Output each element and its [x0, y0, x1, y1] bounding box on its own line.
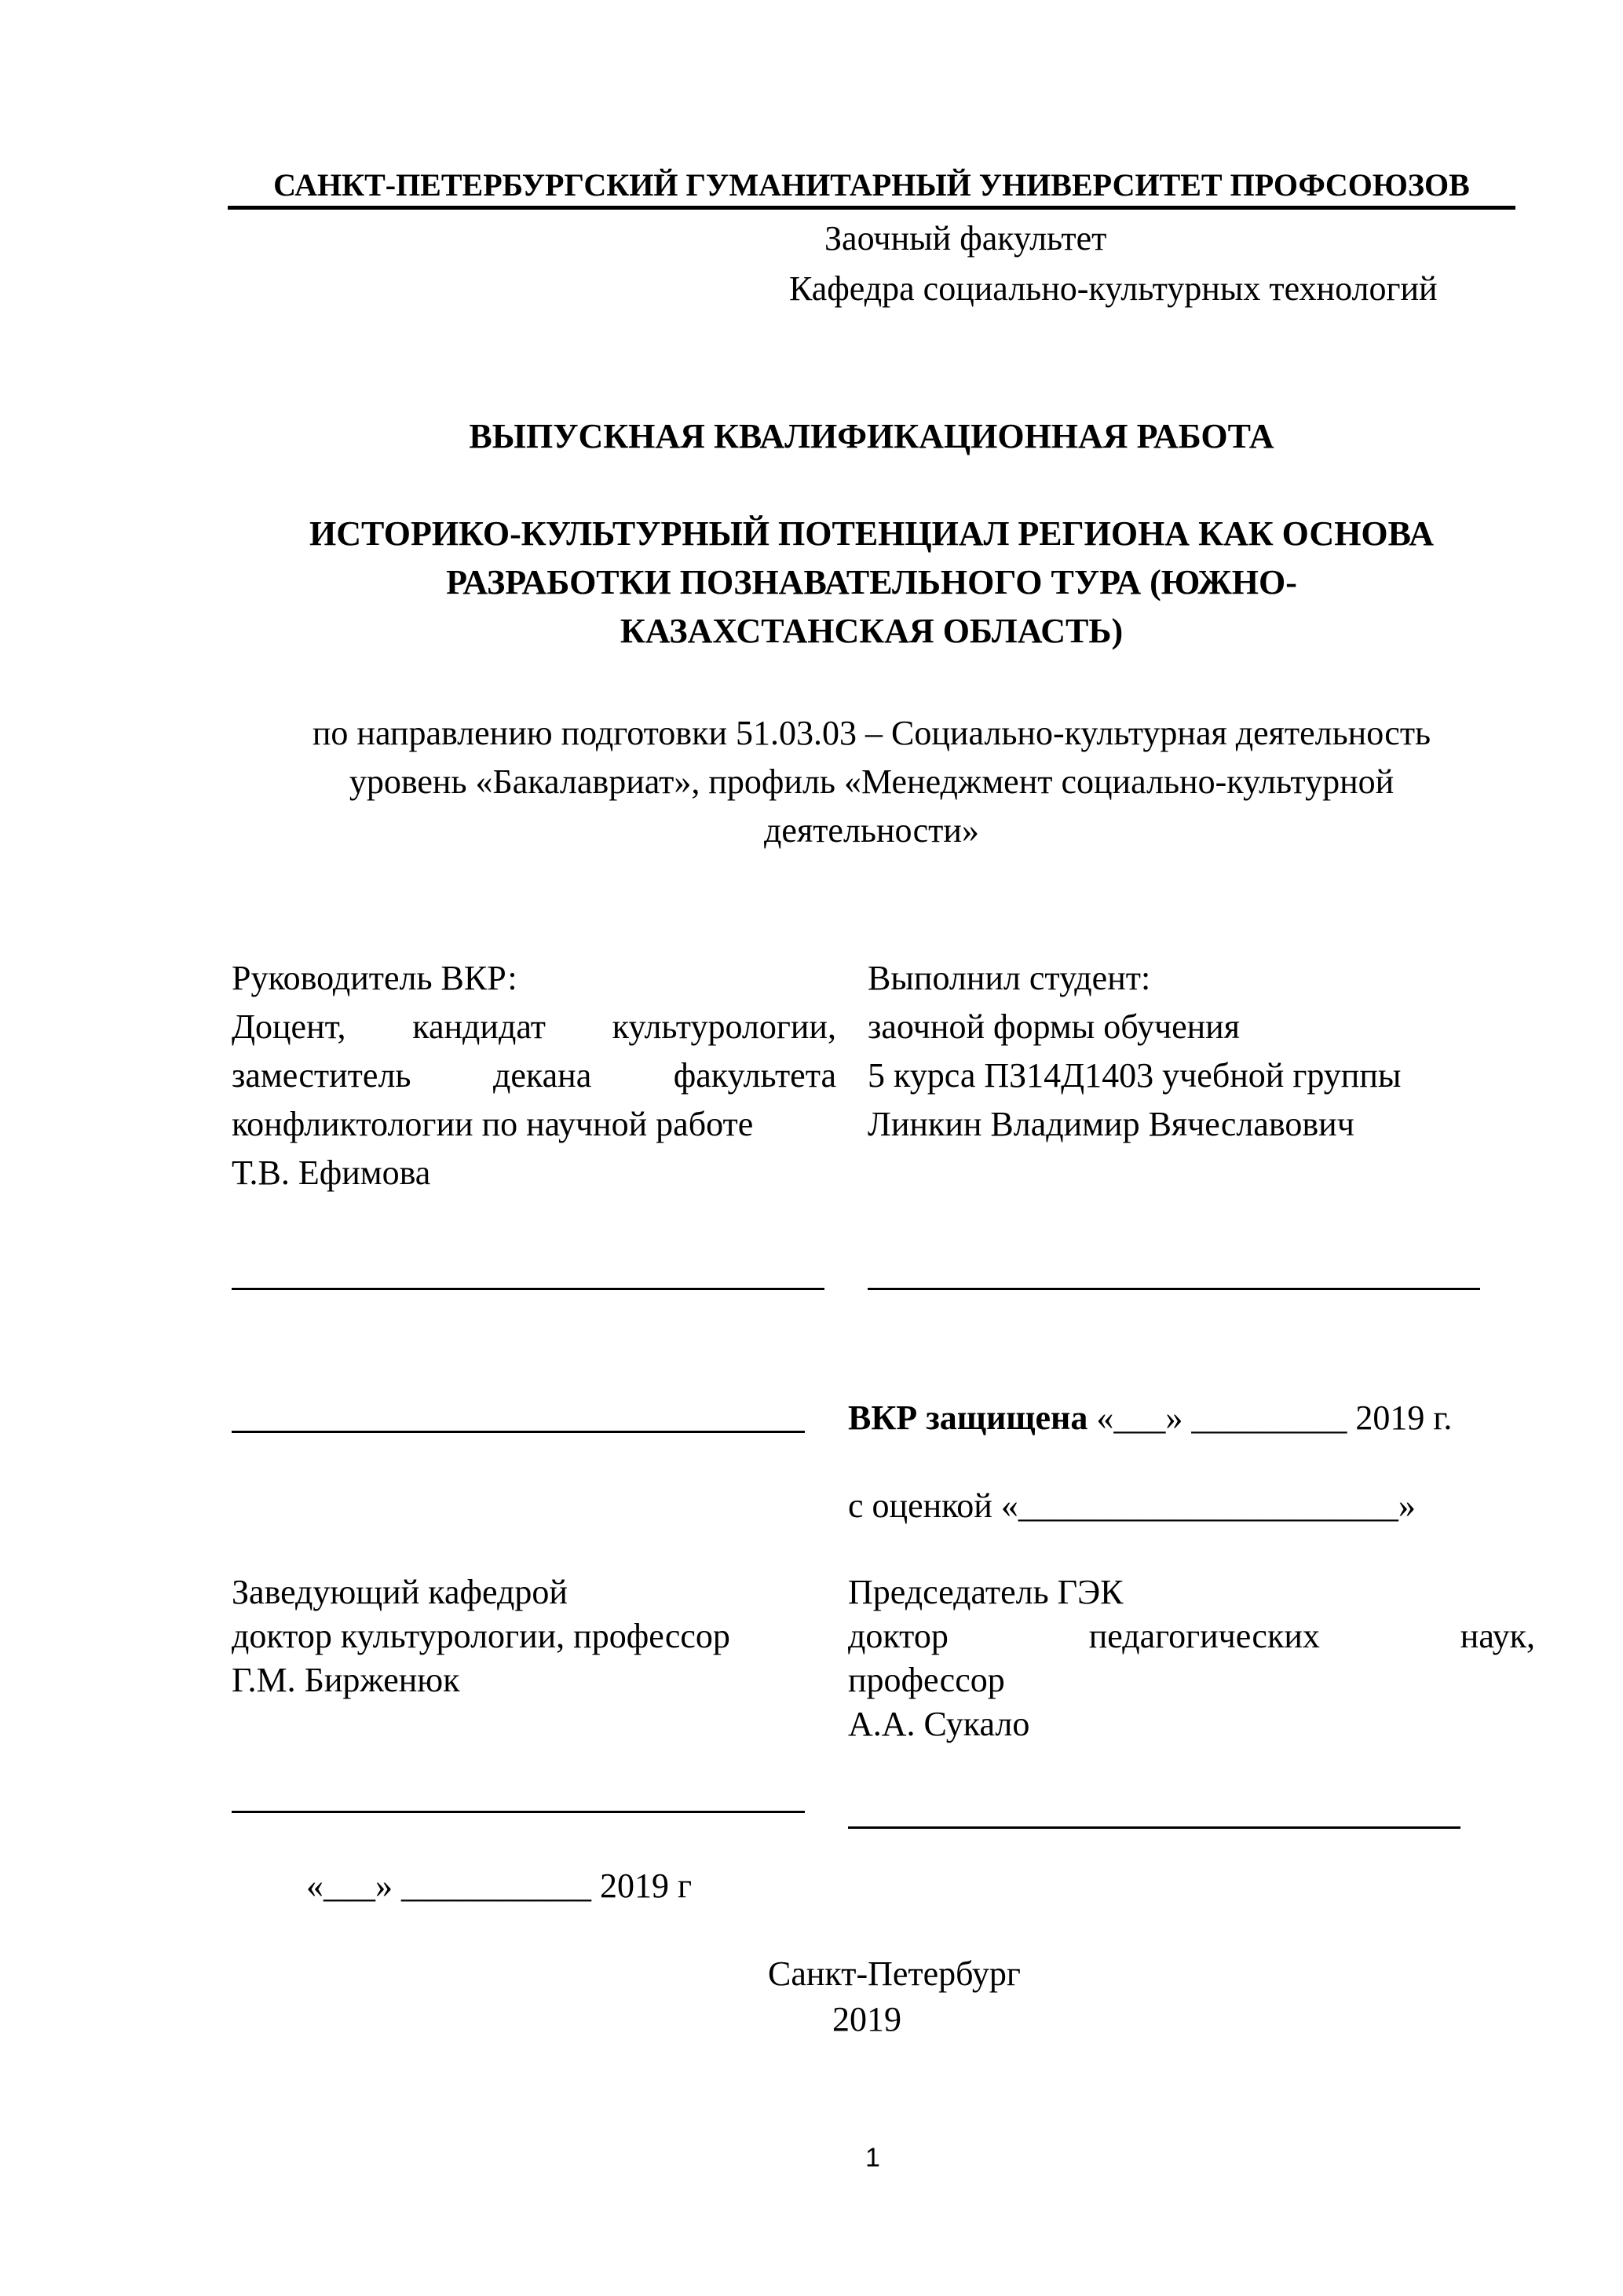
city: Санкт-Петербург	[768, 1954, 1021, 1993]
word: Доцент,	[232, 1007, 346, 1046]
head-of-department-label: Заведующий кафедрой	[232, 1573, 568, 1611]
university-name: САНКТ-ПЕТЕРБУРГСКИЙ ГУМАНИТАРНЫЙ УНИВЕРСИТЕТ ПРОФСОЮЗОВ	[273, 167, 1470, 203]
student-group: 5 курса ПЗ14Д1403 учебной группы	[868, 1056, 1402, 1095]
word: факультета	[673, 1056, 836, 1095]
defense-label: ВКР защищена	[848, 1398, 1088, 1437]
supervisor-position-line-3: конфликтологии по научной работе	[232, 1105, 754, 1143]
student-name: Линкин Владимир Вячеславович	[868, 1105, 1354, 1143]
head-of-department-name: Г.М. Бирженюк	[232, 1661, 460, 1699]
gek-chair-name: А.А. Сукало	[848, 1705, 1030, 1743]
word: культурологии,	[612, 1007, 836, 1046]
supervisor-position-line-1	[232, 1007, 836, 1047]
topic-line-3: КАЗАХСТАНСКАЯ ОБЛАСТЬ)	[620, 612, 1124, 650]
defense-grade[interactable]: с оценкой «______________________»	[848, 1486, 1416, 1525]
defense-left-signature-line[interactable]	[232, 1431, 805, 1433]
word: кандидат	[412, 1007, 546, 1046]
direction-line-3: деятельности»	[764, 811, 979, 850]
word: педагогических	[1088, 1617, 1320, 1655]
topic-line-1: ИСТОРИКО-КУЛЬТУРНЫЙ ПОТЕНЦИАЛ РЕГИОНА КАК ОСНОВА	[309, 514, 1434, 553]
defense-date[interactable]: «___» _________ 2019 г.	[1087, 1398, 1453, 1437]
work-type-heading: ВЫПУСКНАЯ КВАЛИФИКАЦИОННАЯ РАБОТА	[469, 417, 1274, 455]
gek-chair-degree-cont: профессор	[848, 1661, 1005, 1699]
gek-chair-degree-line	[848, 1616, 1535, 1657]
word: заместитель	[232, 1056, 411, 1095]
page-number: 1	[865, 2143, 880, 2173]
department-name: Кафедра социально-культурных технологий	[789, 269, 1438, 308]
topic-line-2: РАЗРАБОТКИ ПОЗНАВАТЕЛЬНОГО ТУРА (ЮЖНО-	[446, 563, 1297, 601]
year: 2019	[832, 2000, 901, 2038]
supervisor-label: Руководитель ВКР:	[232, 959, 517, 997]
defense-date-line	[848, 1398, 1452, 1439]
head-of-department-degree: доктор культурологии, профессор	[232, 1617, 730, 1655]
direction-line-2: уровень «Бакалавриат», профиль «Менеджмент социально-культурной	[349, 762, 1395, 801]
word: наук,	[1460, 1617, 1535, 1655]
supervisor-name: Т.В. Ефимова	[232, 1153, 431, 1192]
student-signature-line[interactable]	[868, 1288, 1480, 1290]
supervisor-position-line-2	[232, 1055, 836, 1096]
gek-chair-signature-line[interactable]	[848, 1826, 1460, 1829]
faculty-name: Заочный факультет	[824, 219, 1107, 258]
student-study-form: заочной формы обучения	[868, 1007, 1240, 1046]
student-label: Выполнил студент:	[868, 959, 1151, 997]
word: доктор	[848, 1617, 949, 1655]
gek-chair-label: Председатель ГЭК	[848, 1573, 1124, 1611]
head-of-department-date[interactable]: «___» ___________ 2019 г	[306, 1866, 693, 1905]
word: декана	[492, 1056, 592, 1095]
head-of-department-signature-line[interactable]	[232, 1811, 805, 1813]
header-rule	[228, 206, 1515, 210]
supervisor-signature-line[interactable]	[232, 1288, 824, 1290]
direction-line-1: по направлению подготовки 51.03.03 – Социально-культурная деятельность	[312, 714, 1431, 752]
